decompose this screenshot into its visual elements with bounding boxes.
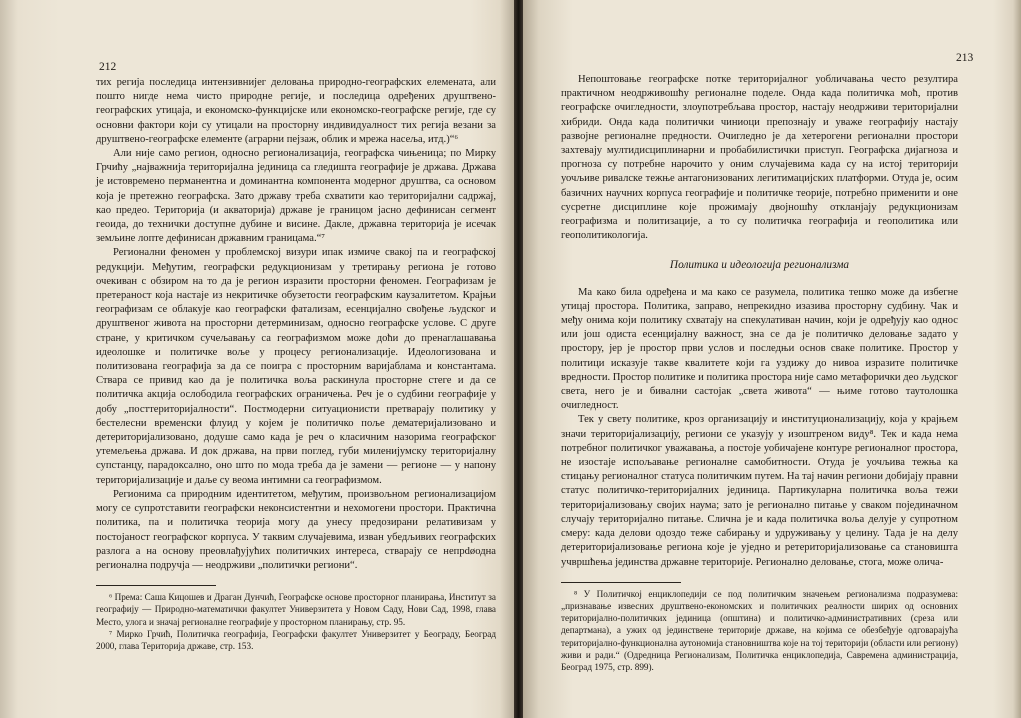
- paragraph: Регионални феномен у проблемској визури ипак измиче свакој па и географској редукцији. Међутим, географски редукционизам у третирању региона је готово очекиван с обзиром на то да је регион изразити просторни феномен. Географизам је претераност која настаје из некритичке обузетости географским каузалитетом. Крајњи географизам се облакује као географски фатализам, есенцијално свођење људског и друштвеног живота на просторни детерминизам, односно географске услове. С друге стране, у критичком сучељавању са географизмом може доћи до пренаглашавања идеолошке и политичке воље у процесу регионализације. Идеологизована и политизована географија за да се поигра с просторним варијаблама и константама. Ствара се привид као да је политичка воља раскинула просторне стеге и да се политичка акција ослободила географских ограничења. Реч је о судбини географије у добу „посттериторијалности“. Постмодерни ситуационисти претварају политику у бестелесни временски флуид у којем је политичко поље дематеријализовано и детериторијализовано, додуше само када је реч о класичним назорима географског утемељења држава. И док држава, на први поглед, губи миленијумску територијалну супстанцу, парадоксално, оно што по мода треба да је замени — регионе — у напону територијализације и даље су веома интимни са географизмом.: [96, 247, 496, 486]
- footnotes: [561, 588, 958, 673]
- footnotes: [96, 591, 496, 652]
- page-number: 212: [99, 61, 117, 73]
- footnote: ⁶ Према: Саша Кицошев и Драган Дунчић, Географске основе просторног планирања, Институт за географију — Природно-математички факултет Универзитета у Новом Саду, Нови Сад, 1998, глава Место, улога и значај регионалне географије у просторном планирању, стр. 95.: [96, 592, 496, 627]
- paragraph: Али није само регион, односно регионализација, географска чињеница; по Мирку Грчићу „најважнија територијална јединица са гледишта географије је држава. Држава је истовремено перманентна и доминантна компонента модерног друштва, са основом која је претежно географска. Зато државу треба схватити као територијални садржај, као предео. Територија (и акваторија) државе је границом јасно дефинисан сегмент геоида, до технички доступне дубине и висине. Дакле, државна територија је исечак земљине лопте дефинисан државним границама.“⁷: [96, 148, 496, 245]
- paragraph: Ма како била одређена и ма како се разумела, политика тешко може да избегне утицај простора. Политика, заправо, непрекидно изазива просторну судбину. Чак и међу онима који политику схватају на спекулативан начин, који је одређују као однос или још одиста есенцијалну важност, зна се да је политичко деловање задато у простору, јер је простор први услов и последњи основ сваке политике. Простор у политици исказује такве квалитете који га уздижу до нивоа изразите политичке вредности. Простор политике и политика простора није само метафорички део људског света, него је и бивални састојак „света живота“ — њиме готово таутолошка очигледност.: [561, 286, 958, 412]
- footnote: ⁷ Мирко Грчић, Политичка географија, Географски факултет Универзитет у Београду, Београд 2000, глава Територија државе, стр. 153.: [96, 628, 496, 651]
- paragraph: Непоштовање географске потке територијалног уобличавања често резултира практичном неодрживошћу регионалне поделе. Онда када политичка моћ, против географске очигледности, злоупотребљава простор, настају неодрживи територијални хибриди. Онда када политички чиниоци препознају и уваже географију настају развојне регионалне предности. Очигледно је да хетерогени регионални простори захтевају мултидисциплинарни и пробабилистички приступ. Географска дијагноза и прогноза су потребне нарочито у оним случајевима када су на истој територији уочљиве ривалске тежње антагонизованих легитимацијских платформи. Отуда је, осим базичних научних корпуса географије и политичке теорије, потребно применити и оне сусретне дисциплине које прожимају двојношћу откланјају редукционизам географизма и политизације, а то су политичка географија и геополитика или геополитикологија.: [561, 74, 958, 242]
- right-page-body: [561, 73, 958, 673]
- paragraph: Тек у свету политике, кроз организацију и институционализацију, која у крајњем значи територијализацију, региони се указују у изоштреном виду⁸. Тек и када нема потребног политичког уважавања, а постоје уобичајене контуре регионалног простора, не изостаје испољавање регионалне самобитности. Отуда је уочљива тежња ка стицању регионалног статуса политичким путем. На тај начин региони добијају правни статус политичко-територијалних јединица. Партикуларна политичка воља тежи територијализовању својих наума; зато је регионално питање у сваком појединачном случају територијално питање. Слична је и када политичка воља делује у супротном смеру: када делови одоздо теже сабирању и удруживању у целину. Тада је на делу детериторијализовање региона које је уједно и ретериторијализовање са становишта учвршћења јединства државне територије. Регионално деловање, стога, може олича-: [561, 414, 958, 568]
- footnote-rule: [561, 582, 681, 583]
- paragraph: тих регија последица интензивнијег деловања природно-географских елемената, али пошто нигде нема чисто природне регије, и последица одређених друштвено-географских утицаја, и економско-функцијске или економско-географске регије, где су основни фактори који су утицали на просторну индивидуалност тих регија везани за друштвено-географске елементе (аграрни пејзаж, облик и мрежа насеља, итд.)“⁶: [96, 77, 496, 145]
- section-heading: Политика и идеологија регионализма: [669, 259, 850, 272]
- footnote: ⁸ У Политичкој енциклопедији се под политичким значењем регионализма подразумева: „признавање извесних друштвено-економских и политичких реалности ширих од основних територијално-политичких јединица (општина) и политичко-административних (срезa или департмана), а ужих од јединствене територије државе, на којима се обезбеђује одговарајућа територијално-функционална аутономија становништва које на тој територији (области или региону) живи и ради.“ (Одредница Регионализам, Политичка енциклопедија, Савремена администрација, Београд 1975, стр. 899).: [561, 588, 958, 672]
- paragraph: Регионима са природним идентитетом, међутим, произвољном регионализацијом могу се супротставити географски неконсистентни и нехомогени простори. Практична политика, па и политичка теорија могу да унесу предозирани релативизам у постојаност географског корпуса. У таквим случајевима, изван убедљивих географских разлога а на основу преовлађујућих политичких интереса, стварају се непрdøодна регионална подручја — неодрживи „политички региони“.: [96, 488, 496, 571]
- book-gutter: [514, 0, 523, 718]
- left-page-body: [96, 76, 496, 652]
- page-number: 213: [956, 52, 974, 64]
- footnote-rule: [96, 585, 216, 586]
- right-page: [523, 0, 1021, 718]
